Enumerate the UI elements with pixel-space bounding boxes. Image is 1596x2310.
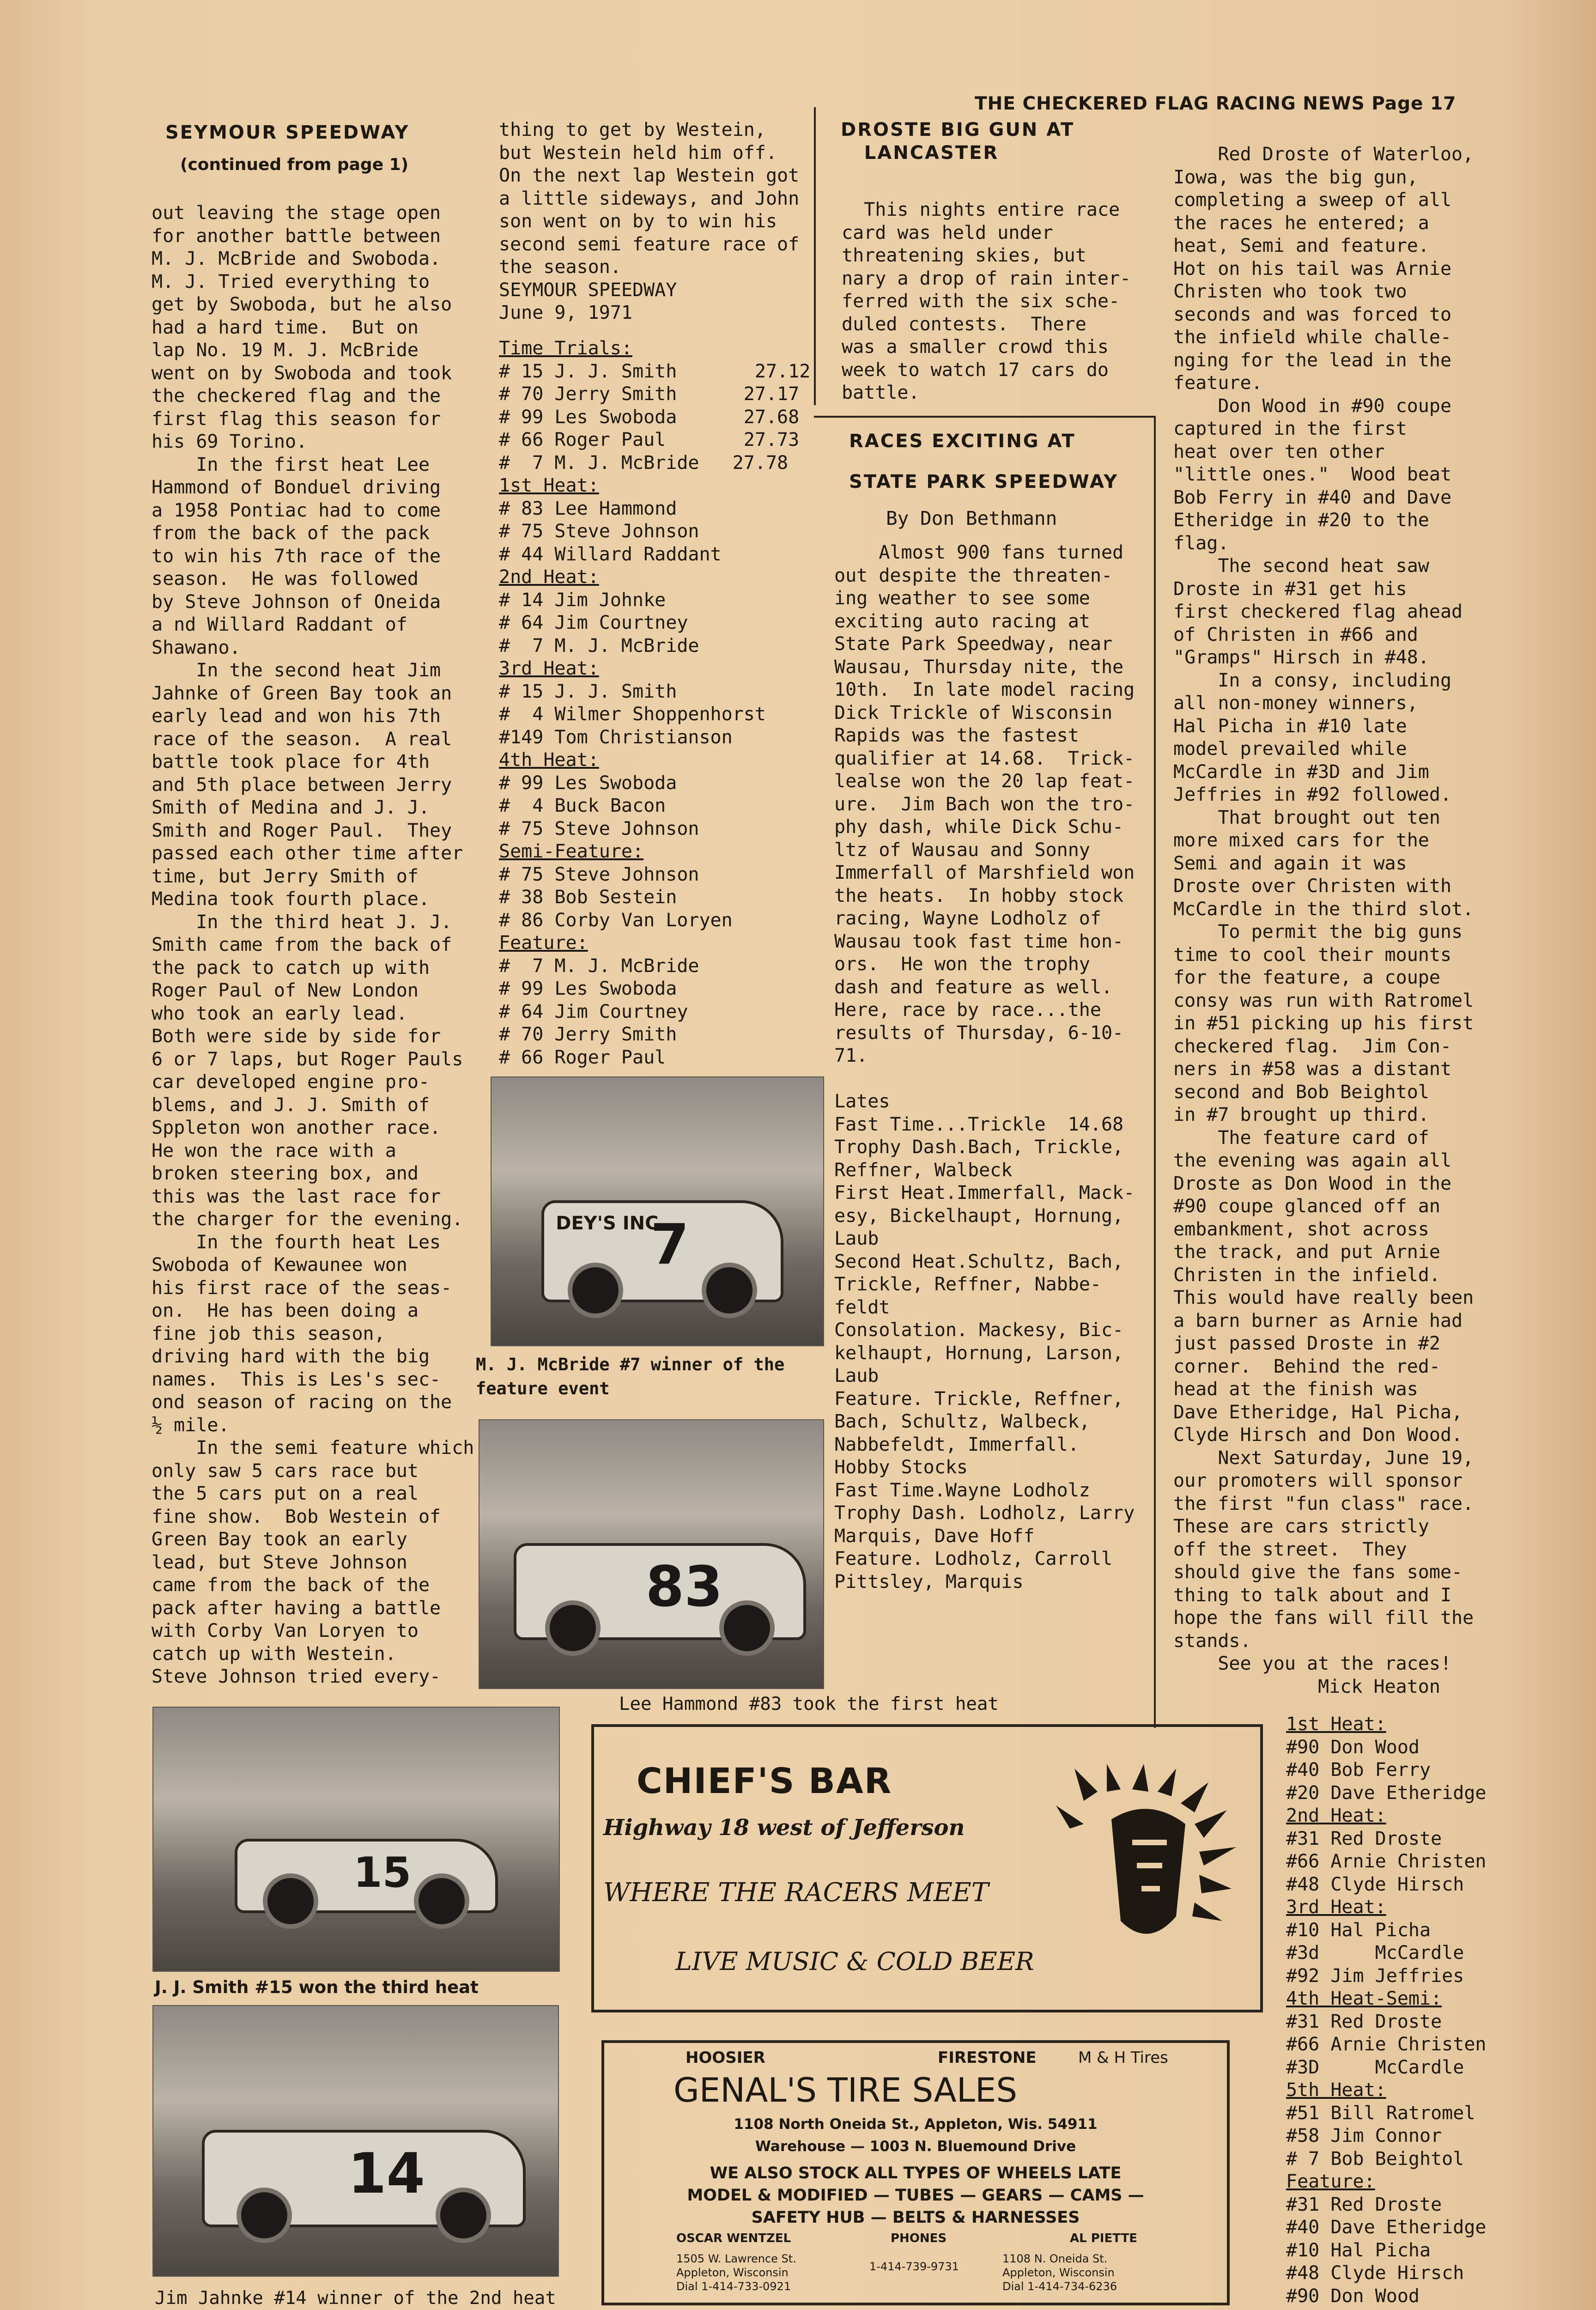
seymour-title: SEYMOUR SPEEDWAY (165, 122, 410, 143)
results-row: # 86 Corby Van Loryen (499, 909, 733, 931)
chiefs-bar-location: Highway 18 west of Jefferson (603, 1815, 965, 1841)
photo-jahnke-car (152, 2005, 559, 2277)
results-row: #3D McCardle (1286, 2056, 1464, 2078)
results-row: # 99 Les Swoboda (499, 772, 677, 794)
results-row: # 75 Steve Johnson (499, 521, 699, 542)
results-row: # 44 Willard Raddant (499, 543, 722, 565)
contact-2-name: AL PIETTE (1070, 2231, 1138, 2245)
genals-address: 1108 North Oneida St., Appleton, Wis. 54911 (734, 2116, 1098, 2133)
results-row: # 70 Jerry Smith (499, 1024, 677, 1045)
results-row: # 15 J. J. Smith (499, 681, 677, 702)
results-row: #10 Hal Picha (1286, 1919, 1431, 1941)
brand-firestone: FIRESTONE (938, 2049, 1037, 2067)
results-row: #149 Tom Christianson (499, 726, 733, 748)
car-number: 14 (348, 2142, 425, 2207)
phones-label: PHONES (891, 2231, 947, 2245)
chiefs-bar-ad (591, 1724, 1263, 2012)
genals-line-3: SAFETY HUB — BELTS & HARNESSES (751, 2208, 1080, 2227)
results-heading: Semi-Feature: (499, 841, 644, 862)
photo-hammond-caption: Lee Hammond #83 took the first heat (619, 1694, 999, 1714)
results-row: #31 Red Droste (1286, 2011, 1442, 2032)
results-row: #92 Jim Jeffries (1286, 1965, 1464, 1987)
car-number: 15 (353, 1848, 412, 1897)
contact-2-address: 1108 N. Oneida St. Appleton, Wisconsin Dial 1-414-734-6236 (1002, 2252, 1117, 2293)
results-row: # 75 Steve Johnson (499, 863, 699, 885)
droste-body: This nights entire race card was held under threatening skies, but nary a drop of rain inter- ferred with the six sche- duled contests. There was a smaller crowd this week to watch 17 cars do battle. (842, 199, 1131, 403)
contact-1-name: OSCAR WENTZEL (676, 2231, 791, 2245)
photo-smith-car (152, 1707, 560, 1972)
results-heading: 1st Heat: (499, 475, 599, 496)
results-row: #31 Red Droste (1286, 1828, 1442, 1849)
results-heading: 1st Heat: (1286, 1714, 1386, 1735)
genals-line-2: MODEL & MODIFIED — TUBES — GEARS — CAMS — (687, 2186, 1144, 2205)
results-heading: 3rd Heat: (1286, 1897, 1386, 1918)
results-heading: 3rd Heat: (499, 658, 599, 679)
page-header: THE CHECKERED FLAG RACING NEWS Page 17 (975, 93, 1456, 114)
state-park-title-2: STATE PARK SPEEDWAY (849, 471, 1119, 492)
results-row: #10 Hal Picha (1286, 2239, 1431, 2261)
results-row: # 15 J. J. Smith 27.12 (499, 360, 811, 382)
brand-hoosier: HOOSIER (686, 2049, 765, 2067)
results-row: # 4 Wilmer Shoppenhorst (499, 704, 766, 725)
photo-hammond-car (479, 1419, 824, 1689)
results-heading: 2nd Heat: (499, 566, 599, 588)
results-row: # 64 Jim Courtney (499, 612, 688, 633)
results-heading: Time Trials: (499, 338, 632, 359)
phones-number: 1-414-739-9731 (869, 2260, 959, 2273)
seymour-subtitle: (continued from page 1) (180, 155, 409, 174)
results-heading: Feature: (1286, 2171, 1375, 2192)
genals-line-1: WE ALSO STOCK ALL TYPES OF WHEELS LATE (710, 2164, 1122, 2182)
results-row: #90 Don Wood (1286, 2285, 1420, 2307)
results-row: #40 Bob Ferry (1286, 1759, 1431, 1781)
results-row: # 99 Les Swoboda (499, 978, 677, 999)
results-row: # 7 M. J. McBride 27.78 (499, 452, 789, 474)
genals-warehouse: Warehouse — 1003 N. Bluemound Drive (755, 2138, 1076, 2155)
car-number: 83 (645, 1555, 723, 1620)
car-number: 7 (650, 1213, 689, 1277)
results-heading: 2nd Heat: (1286, 1805, 1386, 1826)
genals-name: GENAL'S TIRE SALES (674, 2071, 1018, 2109)
results-heading: 5th Heat: (1286, 2079, 1386, 2101)
photo-mcbride-caption: M. J. McBride #7 winner of the feature event (476, 1355, 785, 1398)
state-park-byline: By Don Bethmann (886, 507, 1057, 529)
results-row: # 7 Bob Beightol (1286, 2148, 1464, 2170)
results-row: # 14 Jim Johnke (499, 589, 666, 611)
results-row: # 66 Roger Paul 27.73 (499, 429, 800, 450)
seymour-body: out leaving the stage open for another battle between M. J. McBride and Swoboda. M. J. Tried everything to get by Swoboda, but he also had a hard time. But on lap No. 19 M. J. McBride went on by Swoboda and took the checkered flag and the first flag this season for his 69 Torino. In the first heat Lee Hammond of Bonduel driving a 1958 Pontiac had to come from the back of the pack to win his 7th race of the season. He was followed by Steve Johnson of Oneida a nd Willard Raddant of Shawano. In the second heat Jim Jahnke of Green Bay took an early lead and won his 7th race of the season. A real battle took place for 4th and 5th place between Jerry Smith of Medina and J. J. Smith and Roger Paul. They passed each other time after time, but Jerry Smith of Medina took fourth place. In the third heat J. J. Smith came from the back of the pack to catch up with Roger Paul of New London who took an early lead. Both were side by side for 6 or 7 laps, but Roger Pauls car developed engine pro- blems, and J. J. Smith of Sppleton won another race. He won the race with a broken steering box, and this was the last race for the charger for the evening. In the fourth heat Les Swoboda of Kewaunee won his first race of the seas- on. He has been doing a fine job this season, driving hard with the big names. This is Les's sec- ond season of racing on the ½ mile. In the semi feature which only saw 5 cars race but the 5 cars put on a real fine show. Bob Westein of Green Bay took an early lead, but Steve Johnson came from the back of the pack after having a battle with Corby Van Loryen to catch up with Westein. Steve Johnson tried every- (152, 202, 474, 1687)
results-row: #31 Red Droste (1286, 2194, 1442, 2215)
results-heading: 4th Heat: (499, 749, 599, 771)
results-row: # 4 Buck Bacon (499, 795, 666, 816)
contact-1-address: 1505 W. Lawrence St. Appleton, Wisconsin Dial 1-414-733-0921 (676, 2252, 796, 2293)
state-park-body: Almost 900 fans turned out despite the threaten- ing weather to see some exciting auto racing at State Park Speedway, near Wausau, Thursday nite, the 10th. In late model racing Dick Trickle of Wisconsin Rapids was the fastest qualifier at 14.68. Trick- lealse won the 20 lap feat- ure. Jim Bach won the tro- phy dash, while Dick Schu- ltz of Wausau and Sonny Immerfall of Marshfield won the heats. In hobby stock racing, Wayne Lodholz of Wausau took fast time hon- ors. He won the trophy dash and feature as well. Here, race by race...the results of Thursday, 6-10- 71. Lates Fast Time...Trickle 14.68 Trophy Dash.Bach, Trickle, Reffner, Walbeck First Heat.Immerfall, Mack- esy, Bickelhaupt, Hornung, Laub Second Heat.Schultz, Bach, Trickle, Reffner, Nabbe- feldt Consolation. Mackesy, Bic- kelhaupt, Hornung, Larson, Laub Feature. Trickle, Reffner, Bach, Schultz, Walbeck, Nabbefeldt, Immerfall. Hobby Stocks Fast Time.Wayne Lodholz Trophy Dash. Lodholz, Larry Marquis, Dave Hoff Feature. Lodholz, Carroll Pittsley, Marquis (834, 542, 1135, 1593)
car-sign: DEY'S INC (556, 1213, 659, 1234)
results-row: #58 Jim Connor (1286, 2125, 1442, 2146)
genals-tire-ad (601, 2040, 1230, 2305)
results-row: # 70 Jerry Smith 27.17 (499, 383, 800, 405)
results-row: # 64 Jim Courtney (499, 1001, 688, 1022)
results-row: # 83 Lee Hammond (499, 498, 677, 519)
results-row: #66 Arnie Christen (1286, 2034, 1487, 2055)
chiefs-bar-tagline: WHERE THE RACERS MEET (603, 1878, 989, 1908)
results-row: #66 Arnie Christen (1286, 1851, 1487, 1872)
results-heading: Feature: (499, 932, 588, 954)
results-row: #20 Dave Etheridge (1286, 1782, 1487, 1804)
box-rule-top (814, 416, 1156, 418)
photo-smith-caption: J. J. Smith #15 won the third heat (155, 1977, 479, 1997)
results-row: # 38 Bob Sestein (499, 887, 677, 908)
lancaster-results (1286, 1713, 1486, 2308)
droste-title: DROSTE BIG GUN AT LANCASTER (841, 119, 1075, 164)
results-row: #40 Dave Etheridge (1286, 2217, 1487, 2238)
results-row: # 66 Roger Paul (499, 1046, 666, 1068)
state-park-title-1: RACES EXCITING AT (849, 431, 1076, 452)
chief-headdress-icon (1056, 1764, 1241, 1958)
results-row: # 75 Steve Johnson (499, 818, 699, 839)
results-row: # 7 M. J. McBride (499, 955, 699, 977)
photo-jahnke-caption: Jim Jahnke #14 winner of the 2nd heat (155, 2288, 556, 2309)
chiefs-bar-name: CHIEF'S BAR (637, 1760, 892, 1801)
droste-continued-body: Red Droste of Waterloo, Iowa, was the big gun, completing a sweep of all the races he entered; a heat, Semi and feature. Hot on his tail was Arnie Christen who took two seconds and was forced to the infield while challe- nging for the lead in the feature. Don Wood in #90 coupe captured in the first heat over ten other "little ones." Wood beat Bob Ferry in #40 and Dave Etheridge in #20 to the flag. The second heat saw Droste in #31 get his first checkered flag ahead of Christen in #66 and "Gramps" Hirsch in #48. In a consy, including all non-money winners, Hal Picha in #10 late model prevailed while McCardle in #3D and Jim Jeffries in #92 followed. That brought out ten more mixed cars for the Semi and again it was Droste over Christen with McCardle in the third slot. To permit the big guns time to cool their mounts for the feature, a coupe consy was run with Ratromel in #51 picking up his first checkered flag. Jim Con- ners in #58 was a distant second and Bob Beightol in #7 brought up third. The feature card of the evening was again all Droste as Don Wood in the #90 coupe glanced off an embankment, shot across the track, and put Arnie Christen in the infield. This would have really been a barn burner as Arnie had just passed Droste in #2 corner. Behind the red- head at the finish was Dave Etheridge, Hal Picha, Clyde Hirsch and Don Wood. Next Saturday, June 19, our promoters will sponsor the first "fun class" race. These are cars strictly off the street. They should give the fans some- thing to talk about and I hope the fans will fill the stands. See you at the races! Mick Heaton (1173, 144, 1474, 1697)
results-row: #3d McCardle (1286, 1942, 1464, 1964)
column-rule (814, 107, 816, 405)
box-rule-right (1154, 416, 1156, 1728)
results-row: #90 Don Wood (1286, 1736, 1420, 1758)
results-row: #48 Clyde Hirsch (1286, 2262, 1464, 2284)
seymour-results (499, 337, 810, 1069)
results-row: # 7 M. J. McBride (499, 635, 699, 657)
results-row: #48 Clyde Hirsch (1286, 1873, 1464, 1895)
results-row: #51 Bill Ratromel (1286, 2102, 1475, 2124)
seymour-body-continued: thing to get by Westein, but Westein held him off. On the next lap Westein got a little sideways, and John son went on by to win his second semi feature race of the season. SEYMOUR SPEEDWAY June 9, 1971 (499, 119, 800, 323)
brand-mh: M & H Tires (1078, 2049, 1168, 2067)
chiefs-bar-offer: LIVE MUSIC & COLD BEER (675, 1947, 1034, 1976)
results-row: # 99 Les Swoboda 27.68 (499, 406, 800, 428)
results-heading: 4th Heat-Semi: (1286, 1988, 1442, 2009)
photo-mcbride-car (491, 1076, 824, 1346)
